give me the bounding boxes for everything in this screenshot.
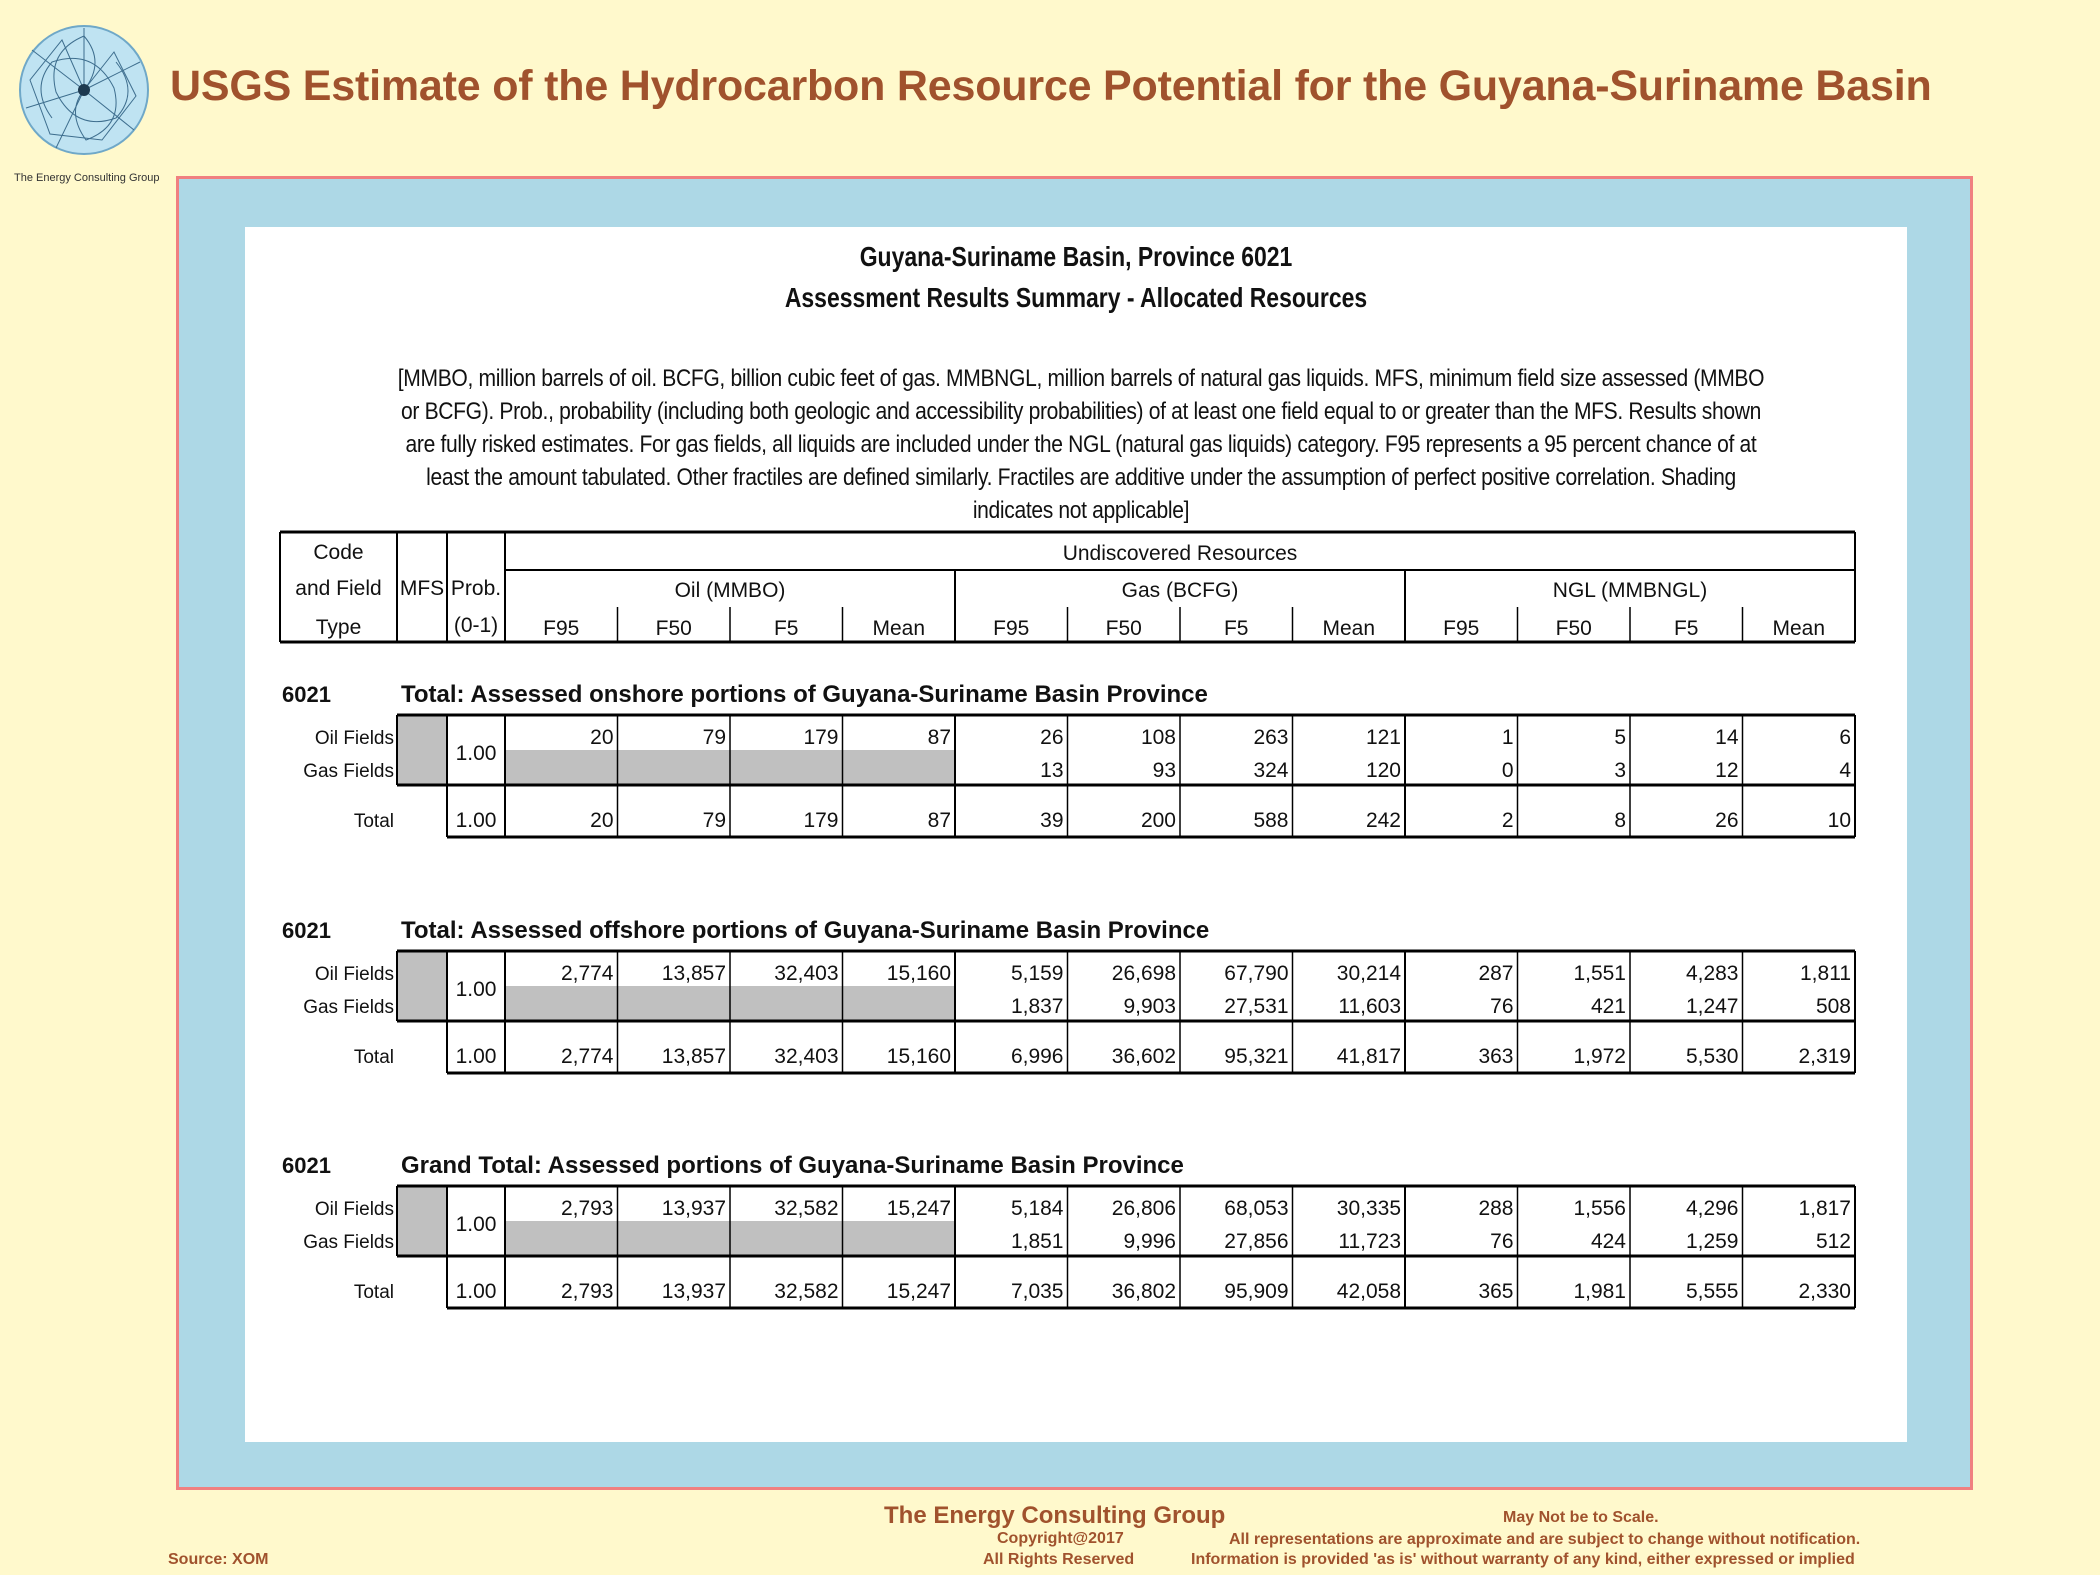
total-cell-value: 179: [803, 809, 839, 832]
cell-value: 26,698: [1111, 962, 1176, 985]
report-notes: [MMBO, million barrels of oil. BCFG, billion cubic feet of gas. MMBNGL, million barrels of natural gas liquids. MFS, minimum field size assessed (MMBO or BCFG). Prob., probability (including both geologic and accessibility probabilities) of at least one field equal to or greater than the MFS. Results shown are fully risked estimates. For gas fields, all liquids are included under the NGL (natural gas liquids) category. F95 represents a 95 percent chance of at least the amount tabulated. Other fractiles are defined similarly. Fractiles are additive under the assumption of perfect positive correlation. Shading indicates not applicable]: [397, 365, 1765, 524]
section-title: Total: Assessed offshore portions of Guyana-Suriname Basin Province: [401, 917, 1210, 944]
total-cell-value: 10: [1827, 809, 1851, 832]
cell-value: 5: [1614, 726, 1626, 749]
cell-value: 1,851: [1010, 1230, 1064, 1253]
total-label: Total: [353, 1282, 394, 1303]
cell-value: 76: [1490, 995, 1514, 1018]
cell-value: 1,551: [1573, 962, 1626, 985]
total-cell-value: 1,972: [1573, 1045, 1626, 1068]
total-cell-value: 242: [1365, 809, 1401, 832]
total-cell-value: 36,602: [1111, 1045, 1176, 1068]
logo-caption: The Energy Consulting Group: [14, 172, 160, 184]
cell-value: 1,817: [1798, 1197, 1851, 1220]
mfs-shading: [397, 951, 447, 1021]
cell-value: 424: [1590, 1230, 1626, 1253]
cell-value: 67,790: [1224, 962, 1289, 985]
cell-value: 87: [927, 726, 951, 749]
total-cell-value: 36,802: [1111, 1280, 1176, 1303]
total-cell-value: 42,058: [1336, 1280, 1401, 1303]
total-cell-value: 32,582: [774, 1280, 839, 1303]
header-fractile-f5: F5: [1673, 617, 1699, 640]
header-mfs: MFS: [399, 577, 445, 600]
header-fractile-f50: F50: [655, 617, 692, 640]
header-fractile-mean: Mean: [1322, 617, 1376, 640]
cell-value: 27,531: [1224, 995, 1289, 1018]
cell-value: 5,184: [1010, 1197, 1064, 1220]
prob-value: 1.00: [455, 742, 497, 765]
header-group-oil: Oil (MMBO): [674, 579, 786, 602]
report-title: Guyana-Suriname Basin, Province 6021: [859, 241, 1293, 272]
total-cell-value: 5,530: [1685, 1045, 1739, 1068]
section-title: Total: Assessed onshore portions of Guyana-Suriname Basin Province: [401, 681, 1208, 708]
cell-value: 4: [1839, 759, 1851, 782]
prob-value: 1.00: [455, 1213, 497, 1236]
footer-scale-note: May Not be to Scale.: [1503, 1509, 1659, 1526]
cell-value: 93: [1152, 759, 1176, 782]
total-cell-value: 26: [1715, 809, 1739, 832]
assessment-results-table: [245, 227, 1907, 1442]
total-cell-value: 39: [1040, 809, 1064, 832]
header-fractile-f95: F95: [993, 617, 1030, 640]
total-cell-value: 95,909: [1224, 1280, 1289, 1303]
total-cell-value: 13,857: [661, 1045, 726, 1068]
cell-value: 30,335: [1336, 1197, 1401, 1220]
total-label: Total: [353, 811, 394, 832]
header-undiscovered-resources: Undiscovered Resources: [1062, 542, 1298, 565]
total-cell-value: 15,247: [886, 1280, 951, 1303]
cell-value: 508: [1815, 995, 1851, 1018]
cell-value: 1: [1501, 726, 1514, 749]
total-cell-value: 20: [590, 809, 614, 832]
cell-value: 12: [1715, 759, 1739, 782]
total-prob-value: 1.00: [455, 1045, 497, 1068]
total-cell-value: 32,403: [774, 1045, 839, 1068]
cell-value: 287: [1478, 962, 1514, 985]
footer-source: Source: XOM: [168, 1551, 269, 1568]
total-cell-value: 2,319: [1798, 1045, 1851, 1068]
total-cell-value: 87: [927, 809, 951, 832]
row-label: Oil Fields: [314, 1199, 394, 1220]
header-prob-range: (0-1): [453, 614, 499, 637]
footer-company: The Energy Consulting Group: [884, 1502, 1226, 1529]
cell-value: 79: [702, 726, 726, 749]
total-label: Total: [353, 1047, 394, 1068]
cell-value: 76: [1490, 1230, 1514, 1253]
cell-value: 68,053: [1224, 1197, 1289, 1220]
cell-value: 26,806: [1111, 1197, 1176, 1220]
cell-value: 263: [1253, 726, 1289, 749]
cell-value: 4,283: [1685, 962, 1739, 985]
total-cell-value: 7,035: [1010, 1280, 1064, 1303]
cell-value: 3: [1614, 759, 1626, 782]
header-prob: Prob.: [450, 577, 502, 600]
footer-disclaimer-2: Information is provided 'as is' without warranty of any kind, either expressed or implied: [1191, 1551, 1855, 1568]
total-cell-value: 588: [1253, 809, 1289, 832]
section-code: 6021: [282, 1153, 331, 1178]
total-cell-value: 8: [1614, 809, 1626, 832]
header-group-ngl: NGL (MMBNGL): [1552, 579, 1708, 602]
header-type: Type: [315, 616, 362, 639]
cell-value: 4,296: [1685, 1197, 1739, 1220]
header-fractile-f5: F5: [1223, 617, 1249, 640]
cell-value: 179: [803, 726, 839, 749]
cell-value: 6: [1839, 726, 1851, 749]
total-cell-value: 365: [1478, 1280, 1514, 1303]
cell-value: 421: [1590, 995, 1626, 1018]
energy-consulting-logo: [16, 22, 152, 158]
cell-value: 20: [590, 726, 614, 749]
header-code: Code: [313, 541, 364, 564]
cell-value: 26: [1040, 726, 1064, 749]
header-fractile-mean: Mean: [1772, 617, 1826, 640]
section-code: 6021: [282, 682, 331, 707]
header-and-field: and Field: [295, 577, 382, 600]
cell-value: 2,793: [560, 1197, 614, 1220]
footer-disclaimer-1: All representations are approximate and are subject to change without notification.: [1229, 1531, 1861, 1548]
cell-value: 9,996: [1123, 1230, 1176, 1253]
cell-value: 1,556: [1573, 1197, 1626, 1220]
total-cell-value: 95,321: [1224, 1045, 1289, 1068]
cell-value: 1,837: [1010, 995, 1064, 1018]
cell-value: 1,259: [1685, 1230, 1739, 1253]
total-cell-value: 41,817: [1336, 1045, 1401, 1068]
cell-value: 1,247: [1685, 995, 1739, 1018]
header-fractile-f95: F95: [543, 617, 580, 640]
report-sheet: [245, 227, 1907, 1442]
total-cell-value: 2,793: [560, 1280, 614, 1303]
row-label: Gas Fields: [303, 997, 394, 1018]
page-title: USGS Estimate of the Hydrocarbon Resource Potential for the Guyana-Suriname Basin: [170, 62, 1932, 110]
total-cell-value: 13,937: [661, 1280, 726, 1303]
total-cell-value: 15,160: [886, 1045, 951, 1068]
section-title: Grand Total: Assessed portions of Guyana-Suriname Basin Province: [401, 1152, 1184, 1179]
mfs-shading: [397, 715, 447, 785]
cell-value: 324: [1253, 759, 1289, 782]
footer-rights: All Rights Reserved: [983, 1551, 1135, 1568]
total-cell-value: 1,981: [1573, 1280, 1626, 1303]
total-cell-value: 2,774: [560, 1045, 614, 1068]
cell-value: 288: [1478, 1197, 1514, 1220]
cell-value: 2,774: [560, 962, 614, 985]
cell-value: 30,214: [1336, 962, 1401, 985]
row-label: Oil Fields: [314, 728, 394, 749]
total-prob-value: 1.00: [455, 809, 497, 832]
header-fractile-f95: F95: [1443, 617, 1480, 640]
cell-value: 0: [1501, 759, 1514, 782]
cell-value: 15,247: [886, 1197, 951, 1220]
total-cell-value: 363: [1478, 1045, 1514, 1068]
header-fractile-f50: F50: [1105, 617, 1142, 640]
cell-value: 11,603: [1338, 995, 1401, 1018]
mfs-shading: [397, 1186, 447, 1256]
total-cell-value: 5,555: [1685, 1280, 1739, 1303]
total-cell-value: 79: [702, 809, 726, 832]
footer-copyright: Copyright@2017: [997, 1530, 1124, 1547]
cell-value: 1,811: [1800, 962, 1851, 985]
cell-value: 5,159: [1010, 962, 1064, 985]
section-code: 6021: [282, 918, 331, 943]
header-fractile-f50: F50: [1555, 617, 1592, 640]
total-cell-value: 2,330: [1798, 1280, 1851, 1303]
row-label: Oil Fields: [314, 964, 394, 985]
cell-value: 27,856: [1224, 1230, 1289, 1253]
cell-value: 121: [1365, 726, 1401, 749]
cell-value: 15,160: [886, 962, 951, 985]
header-fractile-f5: F5: [773, 617, 799, 640]
cell-value: 32,403: [774, 962, 839, 985]
cell-value: 108: [1140, 726, 1176, 749]
total-cell-value: 200: [1140, 809, 1176, 832]
cell-value: 13,937: [661, 1197, 726, 1220]
cell-value: 512: [1815, 1230, 1851, 1253]
prob-value: 1.00: [455, 978, 497, 1001]
cell-value: 14: [1715, 726, 1739, 749]
total-cell-value: 6,996: [1010, 1045, 1064, 1068]
cell-value: 9,903: [1123, 995, 1176, 1018]
report-subtitle: Assessment Results Summary - Allocated Resources: [784, 282, 1368, 313]
cell-value: 13: [1040, 759, 1064, 782]
cell-value: 13,857: [661, 962, 726, 985]
cell-value: 11,723: [1338, 1230, 1401, 1253]
total-cell-value: 2: [1501, 809, 1514, 832]
header-fractile-mean: Mean: [872, 617, 926, 640]
row-label: Gas Fields: [303, 1232, 394, 1253]
cell-value: 120: [1365, 759, 1401, 782]
row-label: Gas Fields: [303, 761, 394, 782]
header-group-gas: Gas (BCFG): [1121, 579, 1239, 602]
cell-value: 32,582: [774, 1197, 839, 1220]
total-prob-value: 1.00: [455, 1280, 497, 1303]
